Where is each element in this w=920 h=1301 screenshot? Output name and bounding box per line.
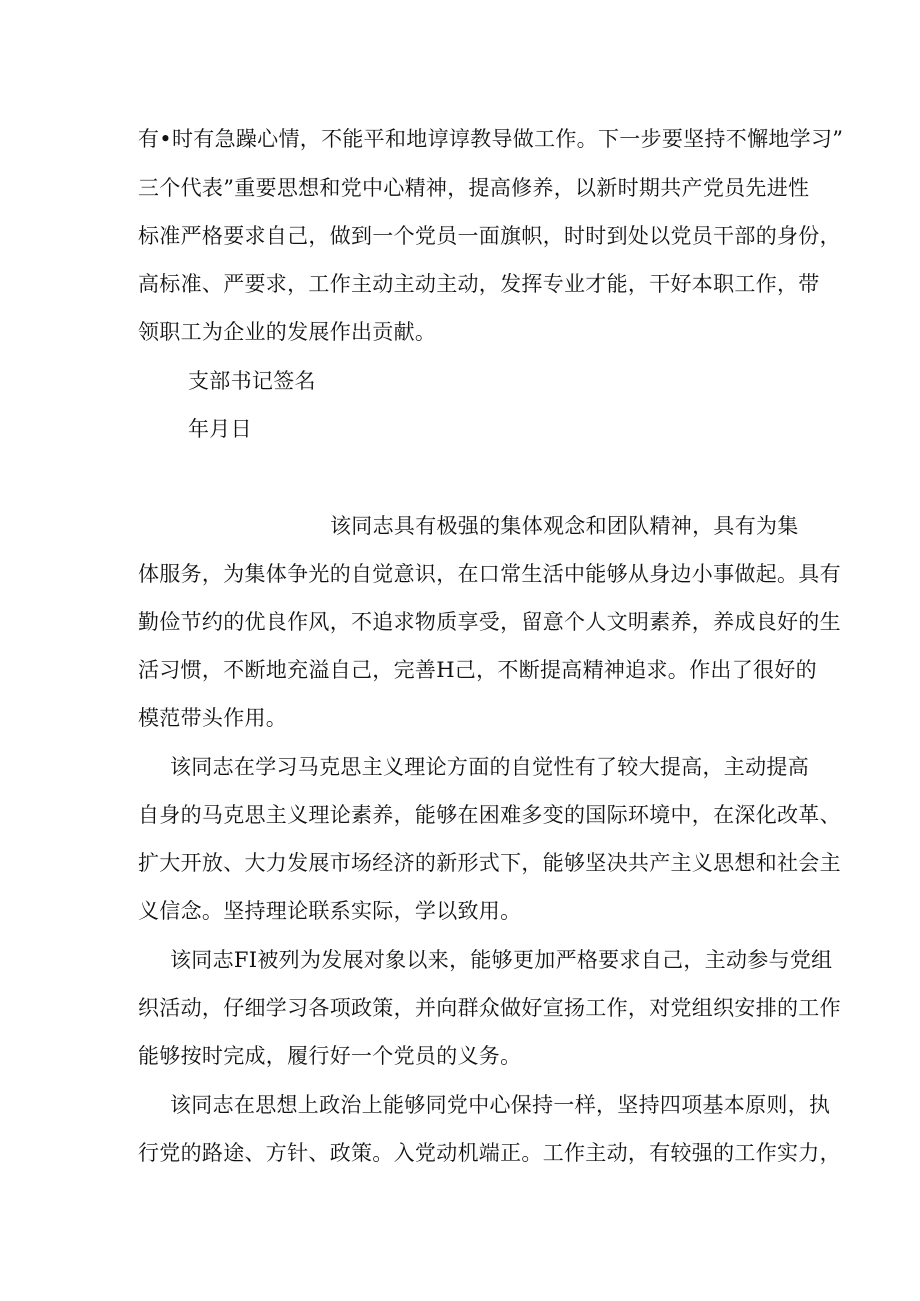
paragraph3-line-2: 织活动，仔细学习各项政策，并向群众做好宣扬工作，对党组织安排的工作: [138, 996, 841, 1020]
paragraph4-line-1: 该同志在思想上政治上能够同党中心保持一样，坚持四项基本原则，执: [170, 1093, 831, 1117]
paragraph4-line-2: 行党的路途、方针、政策。入党动机端正。工作主动，有较强的工作实力，: [138, 1141, 841, 1165]
section1-line-3: 标准严格要求自己，做到一个党员一面旗帜，时时到处以党员干部的身份，: [138, 224, 841, 248]
section1-line-4: 高标准、严要求，工作主动主动主动，发挥专业才能，干好本职工作，带: [138, 272, 820, 296]
paragraph1-line-2: 体服务，为集体争光的自觉意识，在口常生活中能够从身边小事做起。具有: [138, 562, 841, 586]
paragraph1-line-4: 活习惯，不断地充溢自己，完善H己，不断提高精神追求。作出了很好的: [138, 658, 817, 682]
paragraph3-line-1: 该同志FI被列为发展对象以来，能够更加严格要求自己，主动参与党组: [170, 948, 833, 972]
paragraph3-line-3: 能够按时完成，履行好一个党员的义务。: [138, 1044, 522, 1068]
section1-line-1: 有•时有急躁心情，不能平和地谆谆教导做工作。下一步要坚持不懈地学习”: [138, 127, 844, 151]
signature-label: 支部书记签名: [188, 369, 316, 393]
paragraph1-line-5: 模范带头作用。: [138, 706, 288, 730]
section1-line-5: 领职工为企业的发展作出贡献。: [138, 320, 437, 344]
paragraph2-line-2: 自身的马克思主义理论素养，能够在困难多变的国际环境中，在深化改革、: [138, 803, 841, 827]
paragraph2-line-3: 扩大开放、大力发展市场经济的新形式下，能够坚决共产主义思想和社会主: [138, 851, 841, 875]
section1-line-2: 三个代表”重要思想和党中心精神，提高修养，以新时期共产党员先进性: [138, 176, 810, 200]
paragraph1-line-3: 勤俭节约的优良作风，不追求物质享受，留意个人文明素养，养成良好的生: [138, 610, 841, 634]
paragraph2-line-4: 义信念。坚持理论联系实际，学以致用。: [138, 899, 522, 923]
signature-date: 年月日: [188, 417, 252, 441]
paragraph1-line-1: 该同志具有极强的集体观念和团队精神，具有为集: [330, 514, 799, 538]
paragraph2-line-1: 该同志在学习马克思主义理论方面的自觉性有了较大提高，主动提高: [170, 755, 809, 779]
